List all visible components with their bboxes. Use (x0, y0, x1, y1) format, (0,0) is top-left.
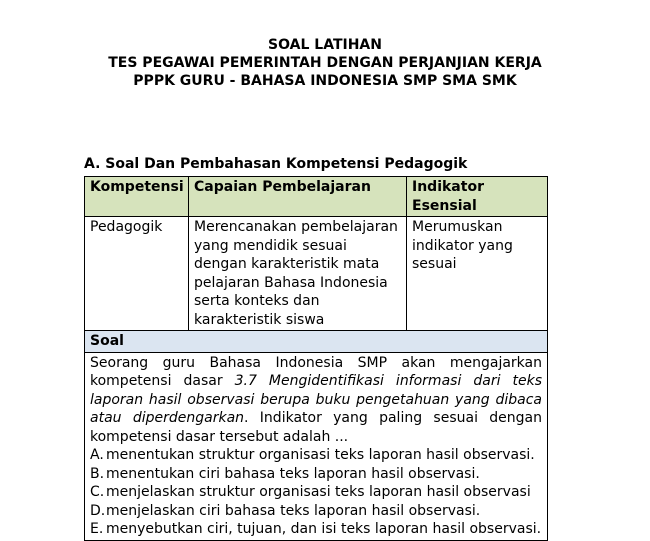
stem-text-end: . Indikator yang paling sesuai dengan kompetensi dasar tersebut adalah ... (90, 410, 542, 445)
table-row (85, 217, 548, 331)
cell-kompetensi: Pedagogik (85, 217, 189, 331)
option-e (90, 520, 542, 539)
option-letter: E. (90, 521, 104, 537)
option-letter: A. (90, 447, 104, 463)
cell-indikator: Merumuskan indikator yang sesuai (407, 217, 548, 331)
soal-header-row (85, 331, 548, 353)
header-kompetensi: Kompetensi (85, 177, 189, 217)
option-letter: C. (90, 484, 105, 500)
header-title: SOAL LATIHAN (268, 37, 382, 53)
question-stem (90, 354, 542, 447)
option-b (90, 465, 542, 484)
option-a (90, 446, 542, 465)
option-c (90, 483, 542, 502)
header-capaian: Capaian Pembelajaran (189, 177, 407, 217)
stem-kompetensi-dasar: 3.7 Mengidentifikasi informasi dari teks laporan hasil observasi berupa buku pengetahuan yang dibaca atau diperdengarkan (90, 373, 542, 426)
option-d (90, 502, 542, 521)
question-table (84, 176, 548, 541)
header-indikator: Indikator Esensial (407, 177, 548, 217)
option-text: menyebutkan ciri, tujuan, dan isi teks laporan hasil observasi. (106, 521, 542, 537)
soal-label: Soal (85, 331, 548, 353)
cell-capaian: Merencanakan pembelajaran yang mendidik sesuai dengan karakteristik mata pelajaran Bahasa Indonesia serta konteks dan karakteristik siswa (189, 217, 407, 331)
option-text: menjelaskan ciri bahasa teks laporan hasil observasi. (106, 502, 481, 519)
stem-text-start: Seorang guru Bahasa Indonesia SMP akan mengajarkan kompetensi dasar (90, 354, 542, 389)
option-text: menentukan ciri bahasa teks laporan hasil observasi. (106, 465, 480, 482)
soal-body-row (85, 352, 548, 540)
header-subtitle: TES PEGAWAI PEMERINTAH DENGAN PERJANJIAN KERJA (108, 55, 542, 71)
document-header (0, 36, 650, 90)
option-letter: B. (90, 465, 105, 482)
option-letter: D. (90, 502, 106, 519)
section-title: A. Soal Dan Pembahasan Kompetensi Pedagogik (84, 156, 468, 172)
soal-body (85, 352, 548, 540)
option-text: menjelaskan struktur organisasi teks laporan hasil observasi (106, 484, 531, 500)
table-header-row (85, 177, 548, 217)
option-text: menentukan struktur organisasi teks laporan hasil observasi. (106, 447, 535, 463)
header-subject: PPPK GURU - BAHASA INDONESIA SMP SMA SMK (133, 73, 517, 89)
